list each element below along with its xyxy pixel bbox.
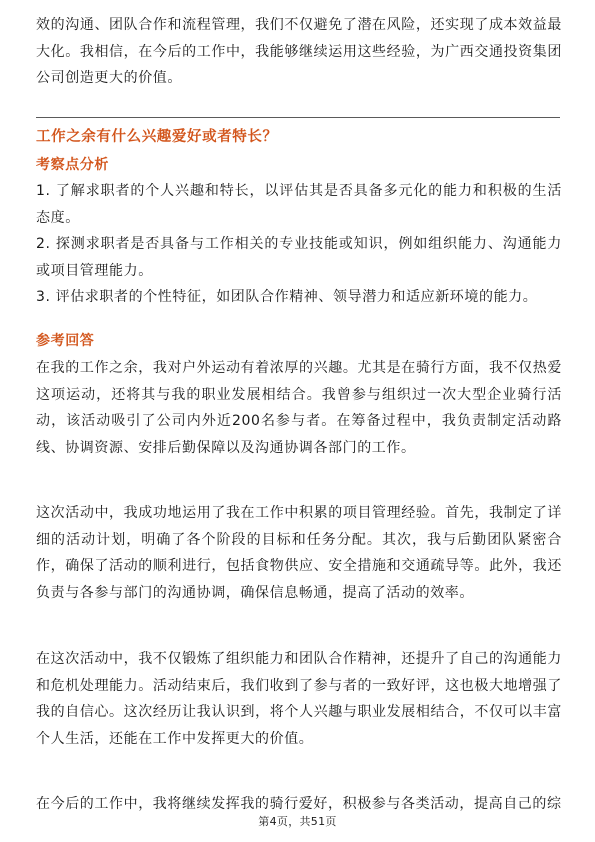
analysis-heading: 考察点分析	[36, 157, 109, 173]
analysis-item-3: 3. 评估求职者的个性特征，如团队合作精神、领导潜力和适应新环境的能力。	[36, 289, 538, 305]
answer-paragraph-4: 在今后的工作中，我将继续发挥我的骑行爱好，积极参与各类活动，提高自己的综	[36, 796, 562, 812]
answer-paragraph-2: 这次活动中，我成功地运用了我在工作中积累的项目管理经验。首先，我制定了详细的活动计划，明确了各个阶段的目标和任务分配。其次，我与后勤团队紧密合作，确保了活动的顺利进行，包括食物供应、安全措施和交通疏导等。此外，我还负责与各参与部门的沟通协调，确保信息畅通，提高了活动的效率。	[36, 505, 562, 601]
answer-paragraph-3: 在这次活动中，我不仅锻炼了组织能力和团队合作精神，还提升了自己的沟通能力和危机处理能力。活动结束后，我们收到了参与者的一致好评，这也极大地增强了我的自信心。这次经历让我认识到，将个人兴趣与职业发展相结合，不仅可以丰富个人生活，还能在工作中发挥更大的价值。	[36, 651, 562, 747]
question-heading: 工作之余有什么兴趣爱好或者特长？	[36, 129, 278, 145]
analysis-item-2: 2. 探测求职者是否具备与工作相关的专业技能或知识，例如组织能力、沟通能力或项目管理能力。	[36, 236, 562, 279]
analysis-list	[36, 178, 562, 311]
answer-paragraph-1: 在我的工作之余，我对户外运动有着浓厚的兴趣。尤其是在骑行方面，我不仅热爱这项运动，还将其与我的职业发展相结合。我曾参与组织过一次大型企业骑行活动，该活动吸引了公司内外近200名参与者。在筹备过程中，我负责制定活动路线、协调资源、安排后勤保障以及沟通协调各部门的工作。	[36, 360, 562, 456]
continued-paragraph: 效的沟通、团队合作和流程管理，我们不仅避免了潜在风险，还实现了成本效益最大化。我相信，在今后的工作中，我能够继续运用这些经验，为广西交通投资集团公司创造更大的价值。	[36, 17, 562, 86]
section-divider	[36, 117, 560, 118]
answer-heading: 参考回答	[36, 333, 95, 349]
analysis-item-1: 1. 了解求职者的个人兴趣和特长，以评估其是否具备多元化的能力和积极的生活态度。	[36, 183, 562, 226]
page-number-footer: 第4页，共51页	[258, 815, 337, 828]
